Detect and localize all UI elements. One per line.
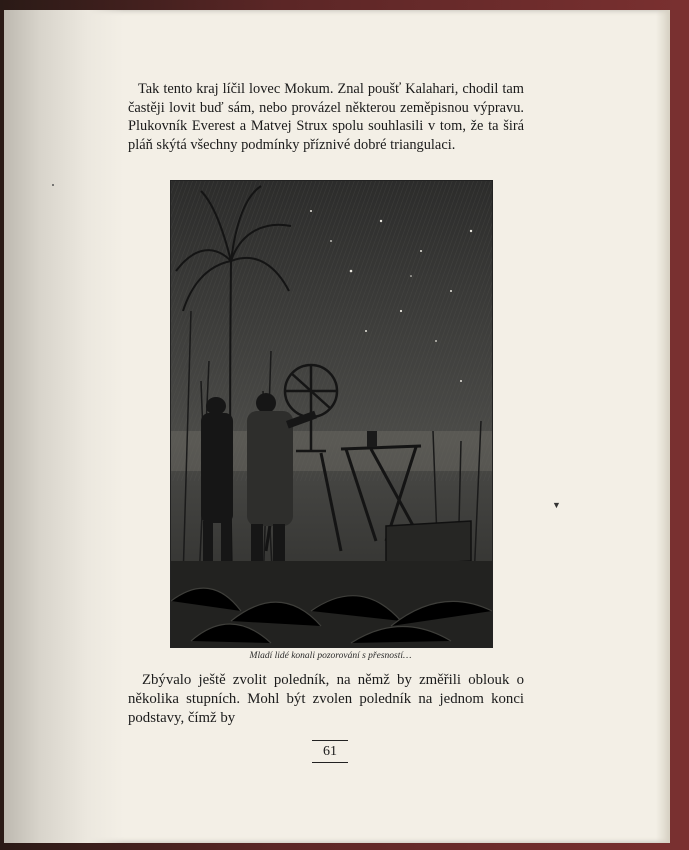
- page-gutter-shadow: [4, 10, 124, 843]
- illustration-caption: Mladí lidé konali pozorování s přesností…: [249, 651, 412, 661]
- margin-mark: ▼: [552, 500, 561, 510]
- page-number: 61: [312, 744, 348, 763]
- engraving-astronomers-icon: [171, 181, 492, 647]
- page-edge-shadow: [656, 10, 670, 843]
- illustration-engraving: [170, 180, 493, 648]
- paper-speck: [52, 184, 54, 186]
- paragraph-bottom: Zbývalo ještě zvolit poledník, na němž by změřili oblouk o několika stupních. Mohl být zvolen poledník na jednom konci podstavy, čímž by: [128, 672, 524, 726]
- page-number-rule: [312, 740, 348, 741]
- paragraph-top: Tak tento kraj líčil lovec Mokum. Znal poušť Kalahari, chodil tam častěji lovit buď sám, nebo provázel některou zeměpisnou výpravu. Plukovník Everest a Matvej Strux spolu souhlasili v tom, že ta širá pláň skýtá všechny podmínky příznivé dobré triangulaci.: [128, 81, 524, 153]
